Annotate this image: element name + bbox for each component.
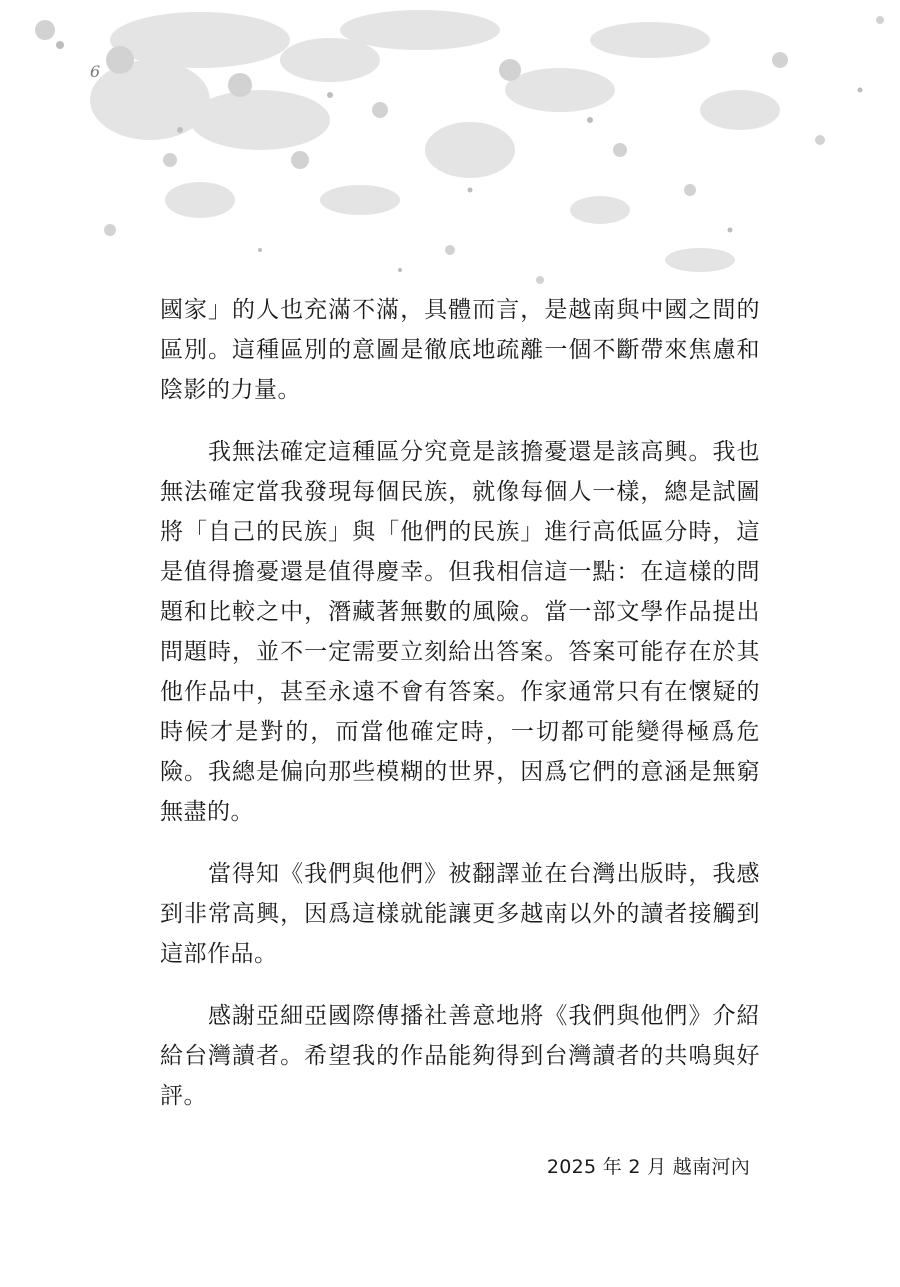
ink-splatter-decoration	[0, 0, 900, 300]
date-place-signoff: 2025 年 2 月 越南河內	[546, 1156, 750, 1178]
paragraph-continuation: 國家」的人也充滿不滿，具體而言，是越南與中國之間的區別。這種區別的意圖是徹底地疏離一個不斷帶來焦慮和陰影的力量。	[160, 297, 760, 403]
paragraph: 感謝亞細亞國際傳播社善意地將《我們與他們》介紹給台灣讀者。希望我的作品能夠得到台灣讀者的共鳴與好評。	[160, 1003, 760, 1109]
paragraph: 當得知《我們與他們》被翻譯並在台灣出版時，我感到非常高興，因爲這樣就能讓更多越南以外的讀者接觸到這部作品。	[160, 861, 760, 967]
paragraph: 我無法確定這種區分究竟是該擔憂還是該高興。我也無法確定當我發現每個民族，就像每個人一樣，總是試圖將「自己的民族」與「他們的民族」進行高低區分時，這是值得擔憂還是值得慶幸。但我相信這一點：在這樣的問題和比較之中，潛藏著無數的風險。當一部文學作品提出問題時，並不一定需要立刻給出答案。答案可能存在於其他作品中，甚至永遠不會有答案。作家通常只有在懷疑的時候才是對的，而當他確定時，一切都可能變得極爲危險。我總是偏向那些模糊的世界，因爲它們的意涵是無窮無盡的。	[160, 439, 760, 825]
page-number: 6	[90, 62, 101, 81]
body-text	[160, 290, 760, 1138]
